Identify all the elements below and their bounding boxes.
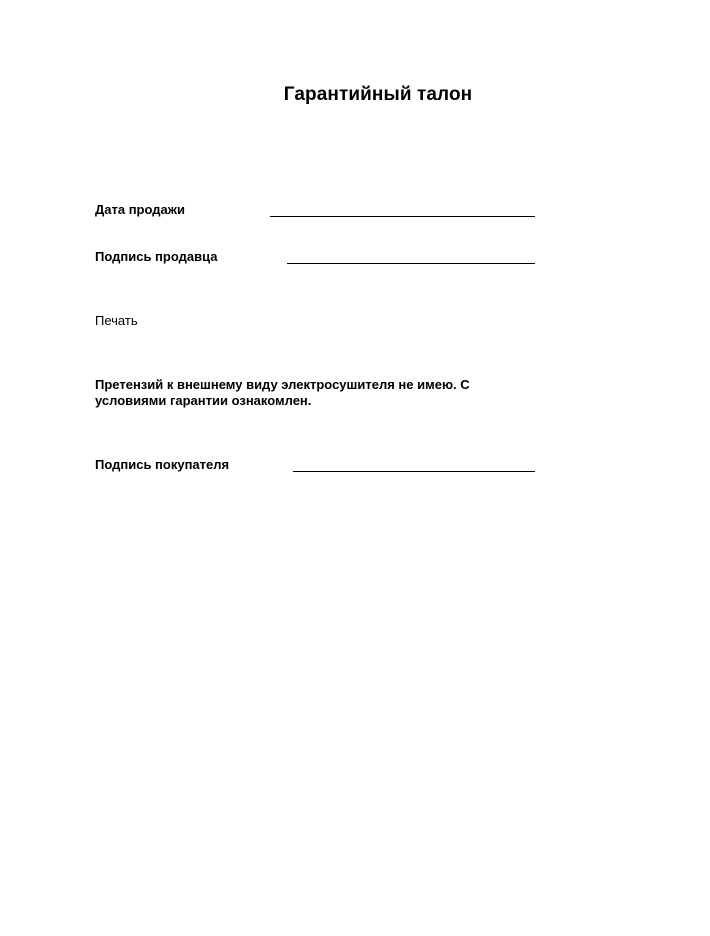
document-title: Гарантийный талон: [283, 84, 473, 105]
sale-date-label: Дата продажи: [95, 202, 185, 217]
seller-signature-row: [95, 249, 540, 269]
sale-date-row: [95, 202, 540, 222]
seller-signature-line: [287, 263, 535, 264]
stamp-label: Печать: [95, 313, 138, 328]
buyer-statement: Претензий к внешнему виду электросушителя не имею. С условиями гарантии ознакомлен.: [95, 377, 470, 408]
buyer-signature-line: [293, 471, 535, 472]
buyer-signature-label: Подпись покупателя: [95, 457, 230, 472]
buyer-signature-row: [95, 457, 540, 477]
seller-signature-label: Подпись продавца: [95, 249, 218, 264]
sale-date-line: [270, 216, 535, 217]
